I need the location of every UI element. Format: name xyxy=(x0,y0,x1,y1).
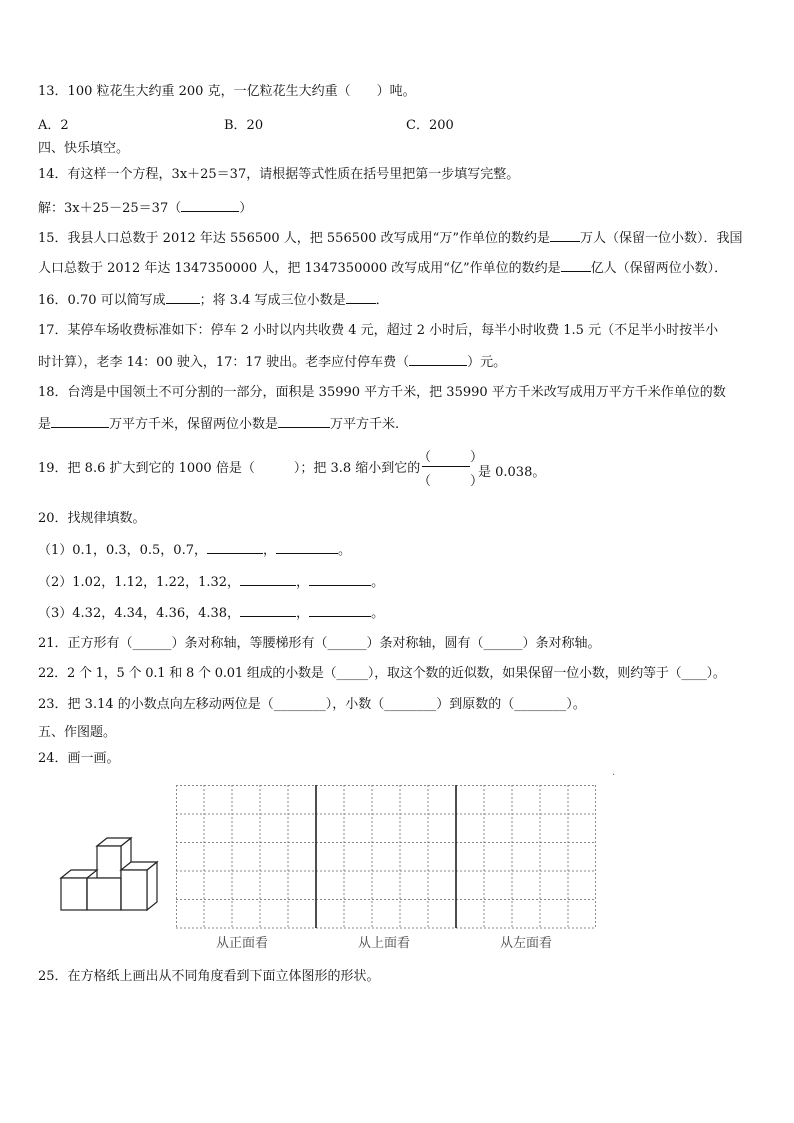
cube-left-front xyxy=(61,878,87,910)
q20-sequence-1: （1）0.1，0.3，0.5，0.7， ， 。 xyxy=(38,543,351,558)
cube-stack-figure xyxy=(58,836,162,912)
section-4-heading: 四、快乐填空。 xyxy=(38,141,130,156)
q19-denominator: （ ） xyxy=(418,474,484,489)
q19-numerator: （ ） xyxy=(418,450,484,465)
q15-blank-1[interactable] xyxy=(550,229,580,242)
q20-sequence-3: （3）4.32，4.34，4.36，4.38， ， 。 xyxy=(38,606,385,621)
q20-3-blank-b[interactable] xyxy=(309,604,371,617)
q15-line1: 15．我县人口总数于 2012 年达 556500 人，把 556500 改写成用“万”作单位的数约是 万人（保留一位小数）．我国 xyxy=(38,231,743,246)
q15-blank-2[interactable] xyxy=(561,259,591,272)
cube-mid-front xyxy=(87,878,121,910)
q19-fraction[interactable] xyxy=(418,443,484,489)
q13-option-a: A．2 xyxy=(38,118,69,133)
q13-option-c: C．200 xyxy=(406,118,454,133)
fraction-bar xyxy=(422,466,470,467)
q21-text: 21．正方形有（______）条对称轴，等腰梯形有（______）条对称轴，圆有（______）条对称轴。 xyxy=(38,636,601,651)
section-5-heading: 五、作图题。 xyxy=(38,725,117,740)
q20-sequence-2: （2）1.02，1.12，1.22，1.32， ， 。 xyxy=(38,575,385,590)
label-front-view: 从正面看 xyxy=(216,936,269,951)
label-left-view: 从左面看 xyxy=(500,936,553,951)
q18-blank-2[interactable] xyxy=(278,415,330,428)
q24-title: 24．画一画。 xyxy=(38,751,120,766)
label-top-view: 从上面看 xyxy=(358,936,411,951)
q20-3-blank-a[interactable] xyxy=(240,604,296,617)
q20-1-blank-a[interactable] xyxy=(207,541,263,554)
q20-title: 20．找规律填数。 xyxy=(38,511,146,526)
q25-text: 25．在方格纸上画出从不同角度看到下面立体图形的形状。 xyxy=(38,969,380,984)
q19-tail: 是 0.038。 xyxy=(478,465,546,480)
drawing-grid[interactable] xyxy=(176,785,600,931)
q16-blank-1[interactable] xyxy=(166,291,200,304)
q15-line2: 人口总数于 2012 年达 1347350000 人，把 1347350000 改写成用“亿”作单位的数约是 亿人（保留两位小数）． xyxy=(38,261,728,276)
q17-line1: 17．某停车场收费标准如下：停车 2 小时以内共收费 4 元，超过 2 小时后，每半小时收费 1.5 元（不足半小时按半小 xyxy=(38,323,719,338)
q13-text: 13．100 粒花生大约重 200 克，一亿粒花生大约重（ ）吨。 xyxy=(38,84,416,99)
q23-text: 23．把 3.14 的小数点向左移动两位是（________），小数（________）到原数的（________）。 xyxy=(38,697,586,712)
q14-solution: 解：3x＋25－25＝37（ ） xyxy=(38,201,253,216)
q18-blank-1[interactable] xyxy=(51,415,109,428)
q22-text: 22．2 个 1，5 个 0.1 和 8 个 0.01 组成的小数是（_____），取这个数的近似数，如果保留一位小数，则约等于（____）。 xyxy=(38,666,726,681)
q17-line2: 时计算），老李 14：00 驶入，17：17 驶出。老李应付停车费（ ）元。 xyxy=(38,355,507,370)
q20-2-blank-b[interactable] xyxy=(309,573,371,586)
stray-mark: · xyxy=(612,770,616,781)
q20-1-blank-b[interactable] xyxy=(276,541,338,554)
q18-line2: 是 万平方千米，保留两位小数是 万平方千米. xyxy=(38,417,400,432)
q18-line1: 18．台湾是中国领土不可分割的一部分，面积是 35990 平方千米，把 35990 平方千米改写成用万平方千米作单位的数 xyxy=(38,385,726,400)
q19-text: 19．把 8.6 扩大到它的 1000 倍是（ ）；把 3.8 缩小到它的 xyxy=(38,461,421,476)
q16-blank-2[interactable] xyxy=(346,291,376,304)
q16-text: 16．0.70 可以简写成 ；将 3.4 写成三位小数是 ． xyxy=(38,293,389,308)
cube-right-front xyxy=(121,870,147,910)
q13-option-b: B．20 xyxy=(224,118,264,133)
q14-text: 14．有这样一个方程，3x＋25＝37，请根据等式性质在括号里把第一步填写完整。 xyxy=(38,167,520,182)
q17-blank[interactable] xyxy=(409,353,467,366)
q14-blank[interactable] xyxy=(181,199,239,212)
cube-left-lid xyxy=(61,870,97,878)
cube-top-front xyxy=(97,846,121,878)
q20-2-blank-a[interactable] xyxy=(240,573,296,586)
